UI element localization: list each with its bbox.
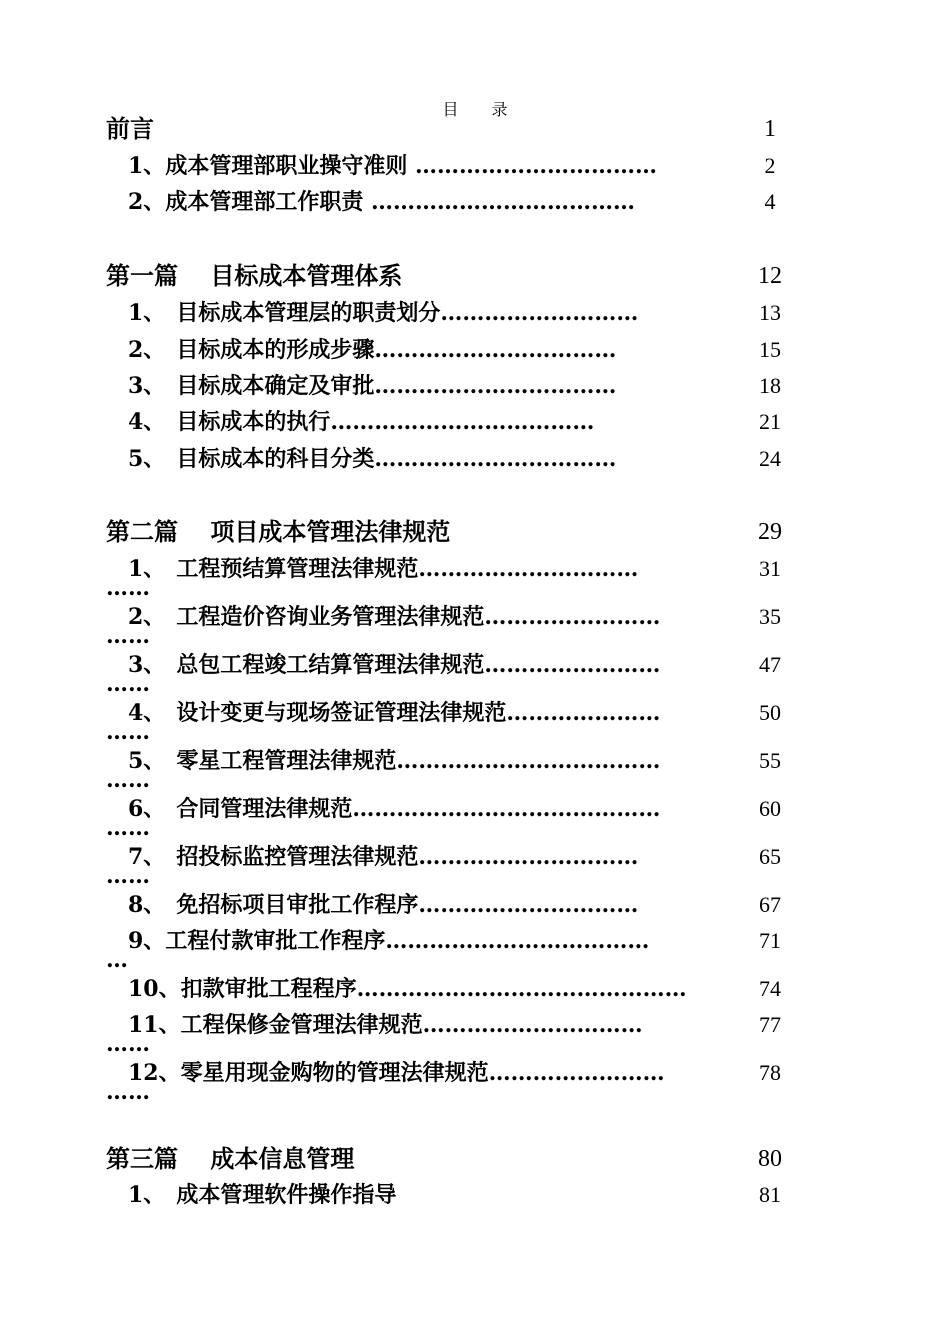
entry-title: 工程保修金管理法律规范 — [180, 1012, 423, 1038]
entry-title: 总包工程竣工结算管理法律规范 — [154, 652, 485, 678]
page-number: 78 — [759, 1060, 781, 1085]
dot-leader: …………………… — [484, 652, 661, 678]
dot-leader: ………………… — [506, 700, 661, 726]
entry-text — [128, 1058, 665, 1088]
entry-text — [128, 371, 616, 401]
entry-text — [128, 187, 635, 217]
entry-text — [128, 650, 660, 680]
dot-leader: ……………………………… — [370, 189, 635, 215]
entry-number: 5、 — [128, 446, 155, 472]
entry-text — [128, 794, 660, 824]
page-number: 35 — [759, 604, 781, 629]
entry-number: 11、 — [128, 1012, 181, 1038]
entry-number: 10、 — [128, 976, 181, 1002]
entry-number: 2、 — [128, 604, 155, 630]
toc-entry[interactable] — [0, 794, 950, 841]
entry-text — [128, 890, 638, 920]
entry-number: 5、 — [128, 748, 155, 774]
entry-text — [128, 407, 594, 437]
entry-number: 8、 — [128, 892, 155, 918]
entry-title: 成本管理软件操作指导 — [154, 1182, 397, 1208]
entry-text — [128, 1180, 396, 1210]
page-number: 29 — [758, 519, 782, 545]
entry-text — [128, 746, 660, 776]
entry-number: 7、 — [128, 844, 155, 870]
dot-leader: …………………………… — [374, 337, 617, 363]
toc-entry[interactable] — [0, 974, 950, 1014]
dot-leader: …………………………… — [374, 373, 617, 399]
entry-title: 零星用现金购物的管理法律规范 — [180, 1060, 489, 1086]
dot-leader-wrap: …… — [106, 623, 150, 649]
dot-leader: …………………… — [484, 604, 661, 630]
toc-title: 目 录 — [442, 100, 522, 119]
page-number: 13 — [759, 300, 781, 325]
page-number: 50 — [759, 700, 781, 725]
dot-leader: ………………………… — [422, 1012, 643, 1038]
page-number: 65 — [759, 844, 781, 869]
page-number: 67 — [759, 892, 781, 917]
entry-text — [128, 151, 657, 181]
dot-leader-wrap: …… — [106, 815, 150, 841]
entry-number: 3、 — [128, 652, 155, 678]
dot-leader-wrap: …… — [106, 767, 150, 793]
entry-title: 目标成本的形成步骤 — [154, 337, 375, 363]
section-title: 前言 — [106, 114, 154, 143]
page-number: 2 — [764, 153, 776, 178]
section-title: 第二篇 项目成本管理法律规范 — [106, 517, 451, 546]
dot-leader-wrap: …… — [106, 863, 150, 889]
entry-title: 工程预结算管理法律规范 — [154, 556, 419, 582]
entry-number: 4、 — [128, 700, 155, 726]
dot-leader-wrap: …… — [106, 1031, 150, 1057]
toc-entry[interactable] — [0, 650, 950, 697]
page-number: 74 — [759, 976, 781, 1001]
dot-leader-wrap: …… — [106, 575, 150, 601]
page-number: 1 — [764, 116, 776, 142]
toc-entry[interactable] — [0, 151, 950, 191]
dot-leader-wrap: …… — [106, 1079, 150, 1105]
toc-entry[interactable] — [0, 298, 950, 338]
toc-entry[interactable] — [0, 842, 950, 889]
toc-entry[interactable] — [0, 1058, 950, 1105]
toc-entry[interactable] — [0, 890, 950, 930]
page-number: 4 — [764, 189, 776, 214]
toc-entry[interactable] — [0, 1010, 950, 1057]
entry-title: 零星工程管理法律规范 — [154, 748, 397, 774]
dot-leader-wrap: … — [106, 947, 128, 973]
toc-section-heading[interactable] — [0, 114, 950, 154]
dot-leader: …………………………… — [374, 446, 617, 472]
entry-title: 成本管理部职业操守准则 — [165, 153, 415, 179]
entry-title: 免招标项目审批工作程序 — [154, 892, 419, 918]
entry-number: 2、 — [128, 337, 155, 363]
dot-leader: ………………………… — [418, 844, 639, 870]
entry-text — [128, 335, 616, 365]
toc-entry[interactable] — [0, 444, 950, 484]
dot-leader-wrap: …… — [106, 719, 150, 745]
toc-entry[interactable] — [0, 371, 950, 411]
entry-title: 工程付款审批工作程序 — [165, 928, 386, 954]
page-number: 60 — [759, 796, 781, 821]
toc-entry[interactable] — [0, 602, 950, 649]
toc-section-heading[interactable] — [0, 1144, 950, 1184]
page-number: 18 — [759, 373, 781, 398]
entry-number: 4、 — [128, 409, 155, 435]
toc-entry[interactable] — [0, 187, 950, 227]
dot-leader: …………………………… — [414, 153, 657, 179]
entry-number: 2、 — [128, 189, 166, 215]
entry-text — [128, 698, 660, 728]
toc-entry[interactable] — [0, 746, 950, 793]
entry-number: 6、 — [128, 796, 155, 822]
dot-leader: ……………………… — [440, 300, 639, 326]
entry-title: 目标成本的执行 — [154, 409, 331, 435]
dot-leader-wrap: …… — [106, 671, 150, 697]
entry-text — [128, 842, 638, 872]
page-number: 21 — [759, 409, 781, 434]
entry-text — [128, 602, 660, 632]
toc-entry[interactable] — [0, 926, 950, 973]
entry-title: 设计变更与现场签证管理法律规范 — [154, 700, 507, 726]
toc-section-heading[interactable] — [0, 517, 950, 557]
dot-leader: ………………………… — [418, 892, 639, 918]
entry-title: 目标成本确定及审批 — [154, 373, 375, 399]
toc-section-heading[interactable] — [0, 261, 950, 301]
entry-title: 目标成本的科目分类 — [154, 446, 375, 472]
entry-number: 1、 — [128, 1182, 155, 1208]
entry-number: 12、 — [128, 1060, 181, 1086]
entry-number: 1、 — [128, 300, 155, 326]
toc-entry[interactable] — [0, 698, 950, 745]
dot-leader: …………………………………… — [352, 796, 661, 822]
dot-leader: ………………………… — [418, 556, 639, 582]
page-number: 12 — [758, 263, 782, 289]
entry-number: 1、 — [128, 153, 166, 179]
entry-number: 1、 — [128, 556, 155, 582]
page-number: 47 — [759, 652, 781, 677]
dot-leader: ……………………………… — [330, 409, 595, 435]
dot-leader: ……………………………… — [396, 748, 661, 774]
toc-entry[interactable] — [0, 554, 950, 601]
page-number: 55 — [759, 748, 781, 773]
entry-title: 目标成本管理层的职责划分 — [154, 300, 441, 326]
dot-leader: ……………………………… — [385, 928, 650, 954]
section-title: 第一篇 目标成本管理体系 — [106, 261, 403, 290]
entry-title: 成本管理部工作职责 — [165, 189, 371, 215]
entry-number: 9、 — [128, 928, 166, 954]
entry-text — [128, 974, 687, 1004]
page-number: 77 — [759, 1012, 781, 1037]
entry-text — [128, 926, 649, 956]
entry-text — [128, 1010, 643, 1040]
section-title: 第三篇 成本信息管理 — [106, 1144, 355, 1173]
entry-text — [128, 554, 638, 584]
page-number: 71 — [759, 928, 781, 953]
dot-leader: …………………… — [488, 1060, 665, 1086]
dot-leader: ……………………………………… — [356, 976, 687, 1002]
entry-title: 招投标监控管理法律规范 — [154, 844, 419, 870]
toc-entry[interactable] — [0, 335, 950, 375]
page-number: 80 — [758, 1146, 782, 1172]
page-number: 31 — [759, 556, 781, 581]
entry-title: 合同管理法律规范 — [154, 796, 353, 822]
entry-text — [128, 444, 616, 474]
entry-text — [128, 298, 638, 328]
page-number: 15 — [759, 337, 781, 362]
entry-title: 工程造价咨询业务管理法律规范 — [154, 604, 485, 630]
entry-title: 扣款审批工程程序 — [180, 976, 357, 1002]
entry-number: 3、 — [128, 373, 155, 399]
toc-entry[interactable] — [0, 1180, 950, 1220]
page-number: 81 — [759, 1182, 781, 1207]
toc-entry[interactable] — [0, 407, 950, 447]
page-number: 24 — [759, 446, 781, 471]
